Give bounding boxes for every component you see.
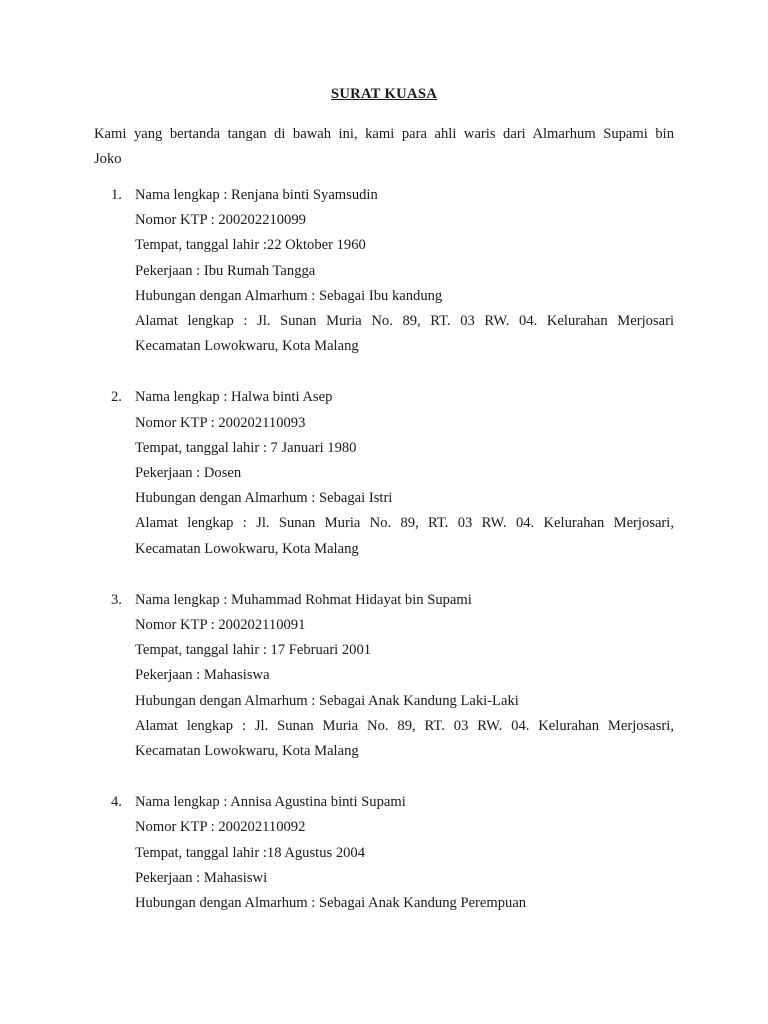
list-number: 2. — [111, 389, 122, 406]
address-line-2: Kecamatan Lowokwaru, Kota Malang — [135, 338, 359, 355]
address-line-1: Alamat lengkap : Jl. Sunan Muria No. 89, RT. 03 RW. 04. Kelurahan Merjosari, — [135, 515, 674, 532]
address — [135, 511, 674, 561]
occupation: Pekerjaan : Mahasiswa — [135, 667, 270, 684]
document-title: SURAT KUASA — [330, 86, 438, 102]
birth-info: Tempat, tanggal lahir : 17 Februari 2001 — [135, 642, 372, 659]
address-line-2: Kecamatan Lowokwaru, Kota Malang — [135, 743, 359, 760]
heir-item-3 — [0, 588, 768, 764]
heir-fields — [135, 588, 674, 764]
relationship: Hubungan dengan Almarhum : Sebagai Ibu kandung — [135, 287, 443, 304]
intro-line-1: Kami yang bertanda tangan di bawah ini, kami para ahli waris dari Almarhum Supami bin — [94, 126, 674, 142]
intro-paragraph — [94, 122, 674, 172]
full-name: Nama lengkap : Muhammad Rohmat Hidayat bin Supami — [135, 591, 472, 608]
full-name: Nama lengkap : Halwa binti Asep — [135, 389, 333, 406]
heir-fields — [135, 183, 674, 359]
address — [135, 714, 674, 764]
ktp-number: Nomor KTP : 200202110092 — [135, 819, 306, 836]
heir-item-4 — [0, 790, 768, 916]
heir-fields — [135, 385, 674, 561]
full-name: Nama lengkap : Renjana binti Syamsudin — [135, 187, 378, 203]
occupation: Pekerjaan : Mahasiswi — [135, 869, 268, 886]
intro-line-2: Joko — [94, 151, 122, 167]
heir-fields — [135, 790, 674, 916]
heir-item-2 — [0, 385, 768, 561]
ktp-number: Nomor KTP : 200202110091 — [135, 617, 306, 634]
birth-info: Tempat, tanggal lahir :22 Oktober 1960 — [135, 237, 366, 254]
occupation: Pekerjaan : Dosen — [135, 465, 242, 482]
address — [135, 309, 674, 359]
list-number: 3. — [111, 591, 122, 608]
address-line-2: Kecamatan Lowokwaru, Kota Malang — [135, 540, 359, 557]
relationship: Hubungan dengan Almarhum : Sebagai Anak Kandung Perempuan — [135, 895, 527, 912]
full-name: Nama lengkap : Annisa Agustina binti Supami — [135, 794, 406, 811]
address-line-1: Alamat lengkap : Jl. Sunan Muria No. 89, RT. 03 RW. 04. Kelurahan Merjosari — [135, 313, 674, 330]
ktp-number: Nomor KTP : 200202110093 — [135, 414, 306, 431]
birth-info: Tempat, tanggal lahir : 7 Januari 1980 — [135, 439, 357, 456]
relationship: Hubungan dengan Almarhum : Sebagai Anak Kandung Laki-Laki — [135, 692, 519, 709]
occupation: Pekerjaan : Ibu Rumah Tangga — [135, 262, 316, 279]
list-number: 4. — [111, 794, 122, 811]
list-number: 1. — [111, 187, 122, 203]
ktp-number: Nomor KTP : 200202210099 — [135, 212, 306, 229]
relationship: Hubungan dengan Almarhum : Sebagai Istri — [135, 490, 393, 507]
birth-info: Tempat, tanggal lahir :18 Agustus 2004 — [135, 844, 366, 861]
heir-item-1 — [0, 183, 768, 359]
address-line-1: Alamat lengkap : Jl. Sunan Muria No. 89, RT. 03 RW. 04. Kelurahan Merjosasri, — [135, 717, 674, 734]
heirs-list — [0, 183, 768, 942]
